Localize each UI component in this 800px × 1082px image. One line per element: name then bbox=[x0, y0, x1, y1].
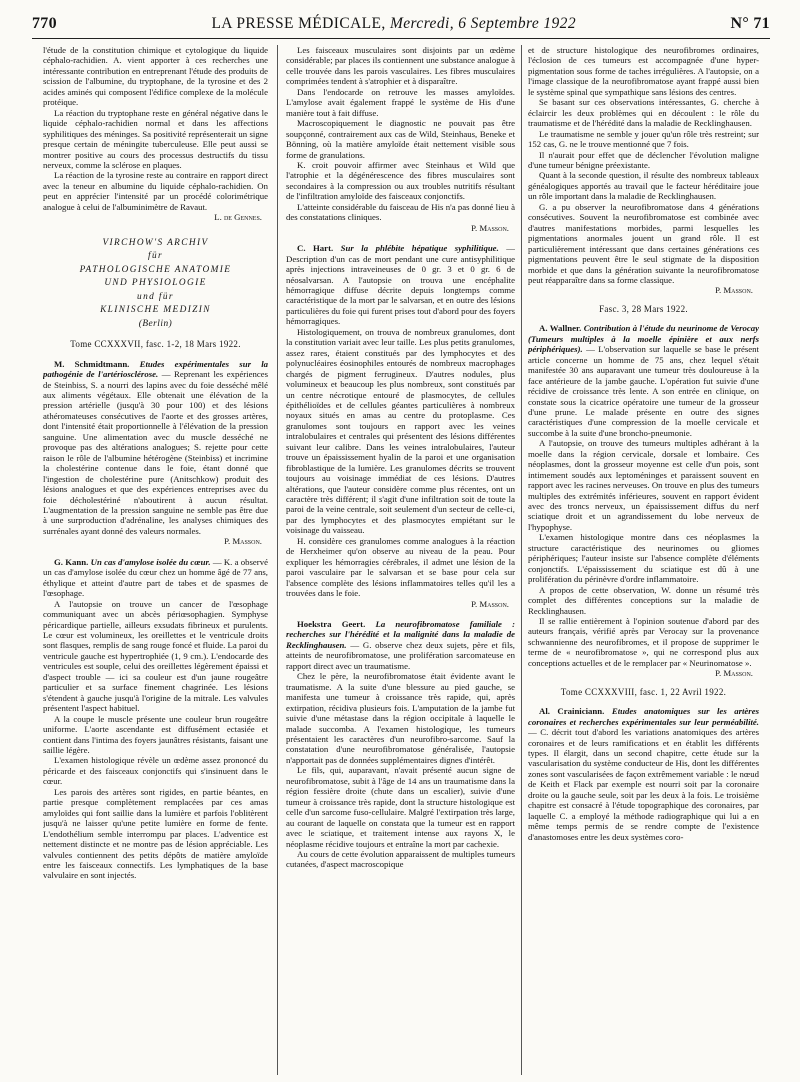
column-2 bbox=[286, 45, 515, 1075]
paragraph: L'examen histologique révèle un œdème assez prononcé du péricarde et des faisceaux conjonctifs qui s'insinuent dans le cœur. bbox=[43, 755, 268, 787]
tome-heading: Fasc. 3, 28 Mars 1922. bbox=[599, 303, 688, 314]
paragraph: L'examen histologique montre dans ces néoplasmes la structure caractéristique des neurinomes ou gliomes périphériques; l'auteur insiste sur l'absence complète d'éléments conjonctifs. L'épaississement du sciatique est dû à une prolifération du périnèvre d'ordre inflammatoire. bbox=[528, 532, 759, 585]
paragraph: A propos de cette observation, W. donne un résumé très complet des différentes conceptions sur la maladie de Recklinghausen. bbox=[528, 584, 759, 616]
spacer bbox=[286, 235, 515, 243]
paragraph: L'atteinte considérable du faisceau de His n'a pas donné lieu à des constatations cliniques. bbox=[286, 201, 515, 223]
article-text: — C. décrit tout d'abord les variations anatomiques des artères coronaires et de leurs ramifications et en établit les différents types. Il élargit, dans un second chapitre, cette étude sur la vascularisation du système conducteur de His, dont les différentes zones sont vascularisées de façon extrêmement variable : le nœud de Keith et Flack par exemple est nourri soit par la coronaire droite ou la gauche seule, soit par les deux à la fois. Le troisième chapitre est consacré à l'étude topographique des coronaires, par laquelle C. a employé la méthode radiographique qui lui a en même temps permis de se rendre compte de l'existence d'anastomoses entre les deux systèmes coro- bbox=[528, 727, 759, 842]
article-author: M. Schmidtmann. bbox=[54, 358, 130, 369]
paragraph: Il n'aurait pour effet que de déclencher l'évolution maligne d'une tumeur bénigne préexistante. bbox=[528, 149, 759, 170]
journal-city: (Berlin) bbox=[138, 318, 173, 329]
journal-heading-line: KLINISCHE MEDIZIN bbox=[100, 305, 211, 316]
author-signature: L. de Gennes. bbox=[214, 212, 262, 223]
paragraph: La réaction de la tyrosine reste au contraire en rapport direct avec la teneur en albumine du liquide céphalo-rachidien. On peut en apprécier l'intensité par un procédé colorimétrique analogue à celui de l'albuminimètre de Ravaut. bbox=[43, 170, 268, 212]
author-signature: P. Masson. bbox=[471, 598, 509, 609]
article-title: La neurofibromatose familiale : recherches sur l'hérédité et la malignité dans la maladie de Recklinghausen. bbox=[286, 619, 515, 650]
article-text: — Reprenant les expériences de Steinbiss, S. a nourri des lapins avec du foie desséché mêlé aux aliments végétaux. Elle obtenait une élévation de la pression artérielle (jusqu'à 30 pour 100) et des lésions athéromateuses consécutives de l'aorte et des grosses artères, dont l'intensité était proportionnelle à l'élévation de la pression sanguine. Une alimentation avec du muscle desséché ne provoque pas des altérations analogues; S. rejette pour cette raison le rôle de l'albumine hétérogène (Steinbiss) et incrimine la cholestérine contenue dans le foie, étant donné que l'ingestion de cholestérine pure (Anitschkow) produit des lésions analogues et que des expériences entreprises avec du foie décholestériné n'aboutirent à aucun résultat. L'augmentation de la pression sanguine ne semble pas être due à une surproduction d'adrénaline, les analyses chimiques des surrénales ayant donné des valeurs normales. bbox=[43, 369, 268, 536]
page-header bbox=[32, 12, 770, 36]
article bbox=[286, 243, 515, 327]
article bbox=[528, 323, 759, 438]
header-rule bbox=[32, 38, 770, 39]
spacer bbox=[286, 611, 515, 619]
article bbox=[528, 706, 759, 842]
paragraph: Quant à la seconde question, il résulte des nombreux tableaux généalogiques apportés au travail que le facteur héréditaire joue un rôle important dans la maladie de Recklinghausen. bbox=[528, 170, 759, 202]
paragraph: et de structure histologique des neurofibromes ordinaires, l'éclosion de ces tumeurs est accompagnée d'une hyper-pigmentation sous forme de taches irrégulières. A l'autopsie, on a l'image classique de la neurofibromatose ayant frappé aussi bien le système spinal que sympathique sans lésions des centres. bbox=[528, 45, 759, 97]
paragraph: Macroscopiquement le diagnostic ne pouvait pas être soupçonné, contrairement aux cas de Wild, Steinhaus, Beneke et Bönning, où la matière amyloïde était nettement visible sous forme de granulations. bbox=[286, 118, 515, 160]
journal-heading-line: PATHOLOGISCHE ANATOMIE bbox=[79, 264, 232, 275]
journal-heading-line: für bbox=[147, 251, 164, 262]
journal-heading bbox=[43, 237, 268, 332]
article-author: C. Hart. bbox=[297, 243, 334, 254]
paragraph: K. croit pouvoir affirmer avec Steinhaus et Wild que l'atrophie et la dégénérescence des fibres musculaires sont secondaires à la compression ou aux troubles nutritifs résultant de l'infiltration amyloïde des faisceaux conjonctifs. bbox=[286, 159, 515, 202]
column-3 bbox=[528, 45, 759, 1075]
paragraph: Les faisceaux musculaires sont disjoints par un œdème considérable; par places ils contiennent une substance analogue à celle trouvée dans les parois vasculaires. Les fibres musculaires comprimées tendent à s'atrophier et à disparaître. bbox=[286, 45, 515, 87]
journal-title: LA PRESSE MÉDICALE, bbox=[211, 15, 386, 32]
paragraph: Se basant sur ces observations intéressantes, G. cherche à éclaircir les deux problèmes qui en découlent : le rôle du traumatisme et de l'hérédité dans la maladie de Recklinghausen. bbox=[528, 97, 759, 129]
paragraph: Dans l'endocarde on retrouve les masses amyloïdes. L'amylose avait également frappé le système de His d'une manière tout à fait diffuse. bbox=[286, 86, 515, 118]
page-number: 770 bbox=[32, 15, 57, 32]
column-divider bbox=[277, 45, 278, 1075]
tome-heading: Tome CCXXXVII, fasc. 1-2, 18 Mars 1922. bbox=[70, 339, 241, 350]
article-title: Etudes expérimentales sur la pathogénie de l'artériosclérose. bbox=[43, 358, 268, 380]
spacer bbox=[43, 549, 268, 557]
journal-masthead bbox=[211, 15, 576, 33]
paragraph: Au cours de cette évolution apparaissent de multiples tumeurs cutanées, d'aspect macroscopique bbox=[286, 848, 515, 870]
article-author: G. Kann. bbox=[54, 556, 89, 567]
article bbox=[43, 557, 268, 599]
issue-date: Mercredi, 6 Septembre 1922 bbox=[389, 15, 576, 32]
paragraph: Histologiquement, on trouva de nombreux granulomes, dont la constitution variait avec leur taille. Les plus petits granulomes, assez rares, étaient constitués par des lymphocytes et des polynucléaires éosinophiles entourés de nombreux macrophages chargés de pigment ferrugineux. D'autres nodules, plus volumineux et beaucoup les plus nombreux, sont constitués par un centre nécrotique entouré de plasmocytes, de cellules épithélioïdes et de cellules géantes particulières à nombreux noyaux situés en amas au centre du protoplasme. Ces granulomes sont toujours en rapport avec les veines intralobulaires et centrales qui présentent des lésions différentes suivant leur calibre. Dans les veines intralobulaires, l'auteur trouve un épaississement hyalin de la paroi et une organisation fibroblastique de la lumière. Les granulomes décrits se trouvent toujours au voisinage immédiat de ces lésions. D'autres altérations, que l'auteur considère comme plus récentes, ont un caractère très différent; il s'agit d'une infiltration soit de toute la paroi de la veine centrale, soit seulement d'un secteur de celle-ci, par des lymphocytes et des plasmocytes empiétant sur le voisinage du vaisseau. bbox=[286, 326, 515, 536]
journal-heading-line: UND PHYSIOLOGIE bbox=[104, 278, 207, 289]
paragraph: Le fils, qui, auparavant, n'avait présenté aucun signe de neurofibromatose, subit à l'âge de 14 ans un traumatisme dans la région fessière droite (chute dans un escalier), suivie d'une tumeur à croissance très rapide, dont la structure histologique est celle d'un sarcome fuso-cellulaire. Malgré l'extirpation très large, au courant de laquelle on constata que la tumeur est en rapport avec le sciatique, et traitement intense aux rayons X, le néoplasme récidive toujours et entraîne la mort par cachexie. bbox=[286, 765, 515, 849]
paragraph: H. considère ces granulomes comme analogues à la réaction de Herxheimer qu'on observe au niveau de la peau. Pour expliquer les hémorragies cérébrales, il admet une lésion de la paroi vasculaire par le salvarsan et se base pour cela sur l'absence complète des lésions inflammatoires telles qu'il les a trouvées dans le foie. bbox=[286, 535, 515, 599]
article-author: Al. Crainiciann. bbox=[539, 706, 605, 717]
issue-number: N° 71 bbox=[730, 15, 770, 32]
paragraph: Chez le père, la neurofibromatose était évidente avant le traumatisme. A la suite d'une blessure au pied gauche, se manifesta une tumeur à croissance très rapide, qui, après extirpation, récidiva plusieurs fois. L'amputation de la jambe fut suivie d'une métastase dans la région occipitale à laquelle le malade succomba. A l'examen histologique, les tumeurs présentaient les caractères d'un neurofibro-sarcome. Sauf la constatation d'une neurofibromatose généralisée, l'autopsie n'apportait pas de données supplémentaires dignes d'intérêt. bbox=[286, 671, 515, 765]
author-signature: P. Masson. bbox=[224, 536, 262, 547]
journal-heading-line: VIRCHOW'S ARCHIV bbox=[102, 237, 209, 248]
article-title: Sur la phlébite hépatique syphilitique. bbox=[340, 243, 499, 254]
article-title: Un cas d'amylose isolée du cœur. bbox=[90, 556, 211, 567]
article-text: — Description d'un cas de mort pendant une cure antisyphilitique après injections intraveineuses de 0 gr. 3 et 0 gr. 6 de néosalvarsan. A l'autopsie on trouva une encéphalite hémorragique diffuse décrite depuis longtemps comme caractéristique de la mort par le salvarsan, et en outre des lésions particulières du foie qui furent prises tout d'abord pour des foyers hémorragiques. bbox=[286, 243, 515, 327]
paragraph: A l'autopsie, on trouve des tumeurs multiples adhérant à la moelle dans la région cervicale, dorsale et lombaire. Ces néoplasmes, dont la grosseur moyenne est celle d'un pois, sont intimement soudés aux leptoméninges et paraissent souvent en rapport avec les racines nerveuses. On trouve en plus des tumeurs multiples des extrémités inférieures, souvent en rapport évident avec des troncs nerveux, un épaississement diffus du nerf sciatique droit et un agrandissement du lobe nerveux de l'hypophyse. bbox=[528, 438, 759, 532]
article-title: Etudes anatomiques sur les artères coronaires et recherches expérimentales sur leur perméabilité. bbox=[528, 706, 759, 727]
paragraph: Le traumatisme ne semble y jouer qu'un rôle très restreint; sur 152 cas, G. ne le trouve mentionné que 7 fois. bbox=[528, 128, 759, 150]
author-signature: P. Masson. bbox=[715, 285, 753, 296]
journal-heading-line: und für bbox=[137, 291, 174, 302]
column-1 bbox=[43, 45, 268, 1075]
paragraph: Les parois des artères sont rigides, en partie béantes, en partie presque complètement remplacées par ces amas amyloïdes qui font saillie dans la lumière et parfois l'oblitèrent jusqu'à ne laisser qu'une petite lumière en forme de fente. L'endothélium semble interrompu par places. L'adventice est nettement distincte et ne montre pas de lésion appréciable. Les valvules contiennent des petits dépôts de matière amyloïde entre les faisceaux connectifs. Les lymphatiques de la base valvulaire en sont injectés. bbox=[43, 786, 268, 881]
article-title: Contribution à l'étude du neurinome de Verocay (Tumeurs multiples à la moelle épinière et aux nerfs périphériques). bbox=[528, 323, 759, 355]
article bbox=[286, 619, 515, 671]
article-text: — K. a observé un cas d'amylose isolée du cœur chez un homme âgé de 77 ans, éthylique et atteint d'autre part de tabes et de spasmes de l'œsophage. bbox=[43, 556, 268, 599]
paragraph: l'étude de la constitution chimique et cytologique du liquide céphalo-rachidien. A. vient apporter à ces recherches une intéressante contribution en entreprenant l'étude des produits de scission de l'albumine, du tryptophane, de la tyrosine et des 2 acides aminés qui composent l'édifice complexe de la molécule protéique. bbox=[43, 45, 268, 108]
article-text: — L'observation sur laquelle se base le présent article concerne un homme de 75 ans, chez lequel s'était manifestée 30 ans auparavant une tumeur très douloureuse à la face antérieure de la jambe gauche. L'opération fut suivie d'une récidive de croissance très lente. A son entrée en clinique, on constate sous la cicatrice opératoire une tumeur de la grosseur d'une prune. Le malade présente en outre des signes caractéristiques d'une compression de la moelle cervicale et succombe à la suite d'une broncho-pneumonie. bbox=[528, 344, 759, 438]
column-divider bbox=[521, 45, 522, 1075]
author-signature: P. Masson. bbox=[471, 222, 509, 233]
article bbox=[43, 359, 268, 537]
paragraph: Il se rallie entièrement à l'opinion soutenue d'abord par des auteurs français, vérifié après par Verocay sur la provenance schwannienne des neurofibromes, et il propose de supprimer le terme de « neurofibromatose », qui ne correspond plus aux conceptions actuelles et de le remplacer par « Neurinomatose ». bbox=[528, 616, 759, 668]
author-signature: P. Masson. bbox=[715, 668, 753, 679]
paragraph: A la coupe le muscle présente une couleur brun rougeâtre uniforme. L'aorte ascendante est diffusément ectasiée et contient dans l'intima des foyers jaunâtres résistants, faisant une saillie légère. bbox=[43, 713, 268, 755]
article-author: A. Wallner. bbox=[539, 323, 582, 334]
article-text: — G. observe chez deux sujets, père et fils, atteints de neurofibromatose, une prolifération sarcomateuse en rapport direct avec un traumatisme. bbox=[286, 639, 515, 671]
paragraph: La réaction du tryptophane reste en général négative dans le liquide céphalo-rachidien normal et dans les affections syphilitiques des méninges. Sa positivité représenterait un signe presque certain de méningite tuberculeuse. Elle peut aussi se montrer positive au cours des processus destructifs du tissu nerveux, comme la sclérose en plaques. bbox=[43, 107, 268, 170]
article-author: Hoekstra Geert. bbox=[297, 619, 366, 630]
paragraph: A l'autopsie on trouve un cancer de l'œsophage communiquant avec un abcès périœsophagien. Symphyse péricardique partielle, ailleurs exsudats fibrineux et purulents. Le cœur est volumineux, les oreillettes et le ventricule droits sont flasques, remplis de sang rouge foncé et fluide. La paroi du ventricule gauche est hypertrophiée (1, 9 cm.). L'endocarde des ventricules est souple, celui des oreillettes légèrement épaissi et d'aspect trouble — ici sa couleur est d'un jaune rougeâtre particulier et sa surface finement chagrinée. Les lésions s'étendent à gauche jusqu'à l'origine de la mitrale. Les valvules présentent l'aspect habituel. bbox=[43, 598, 268, 714]
tome-heading: Tome CCXXXVIII, fasc. 1, 22 Avril 1922. bbox=[560, 686, 727, 697]
paragraph: G. a pu observer la neurofibromatose dans 4 générations consécutives. Souvent la neurofibromatose est combinée avec d'autres manifestations morbides, parmi lesquelles les pigmentations anormales jouent un grand rôle. Il est particulièrement intéressant que dans certaines générations ces pigmentations peuvent être le seul stigmate de la disposition morbide et que dans la génération suivante la neurofibromatose peut réapparaître dans sa forme classique. bbox=[528, 201, 759, 285]
